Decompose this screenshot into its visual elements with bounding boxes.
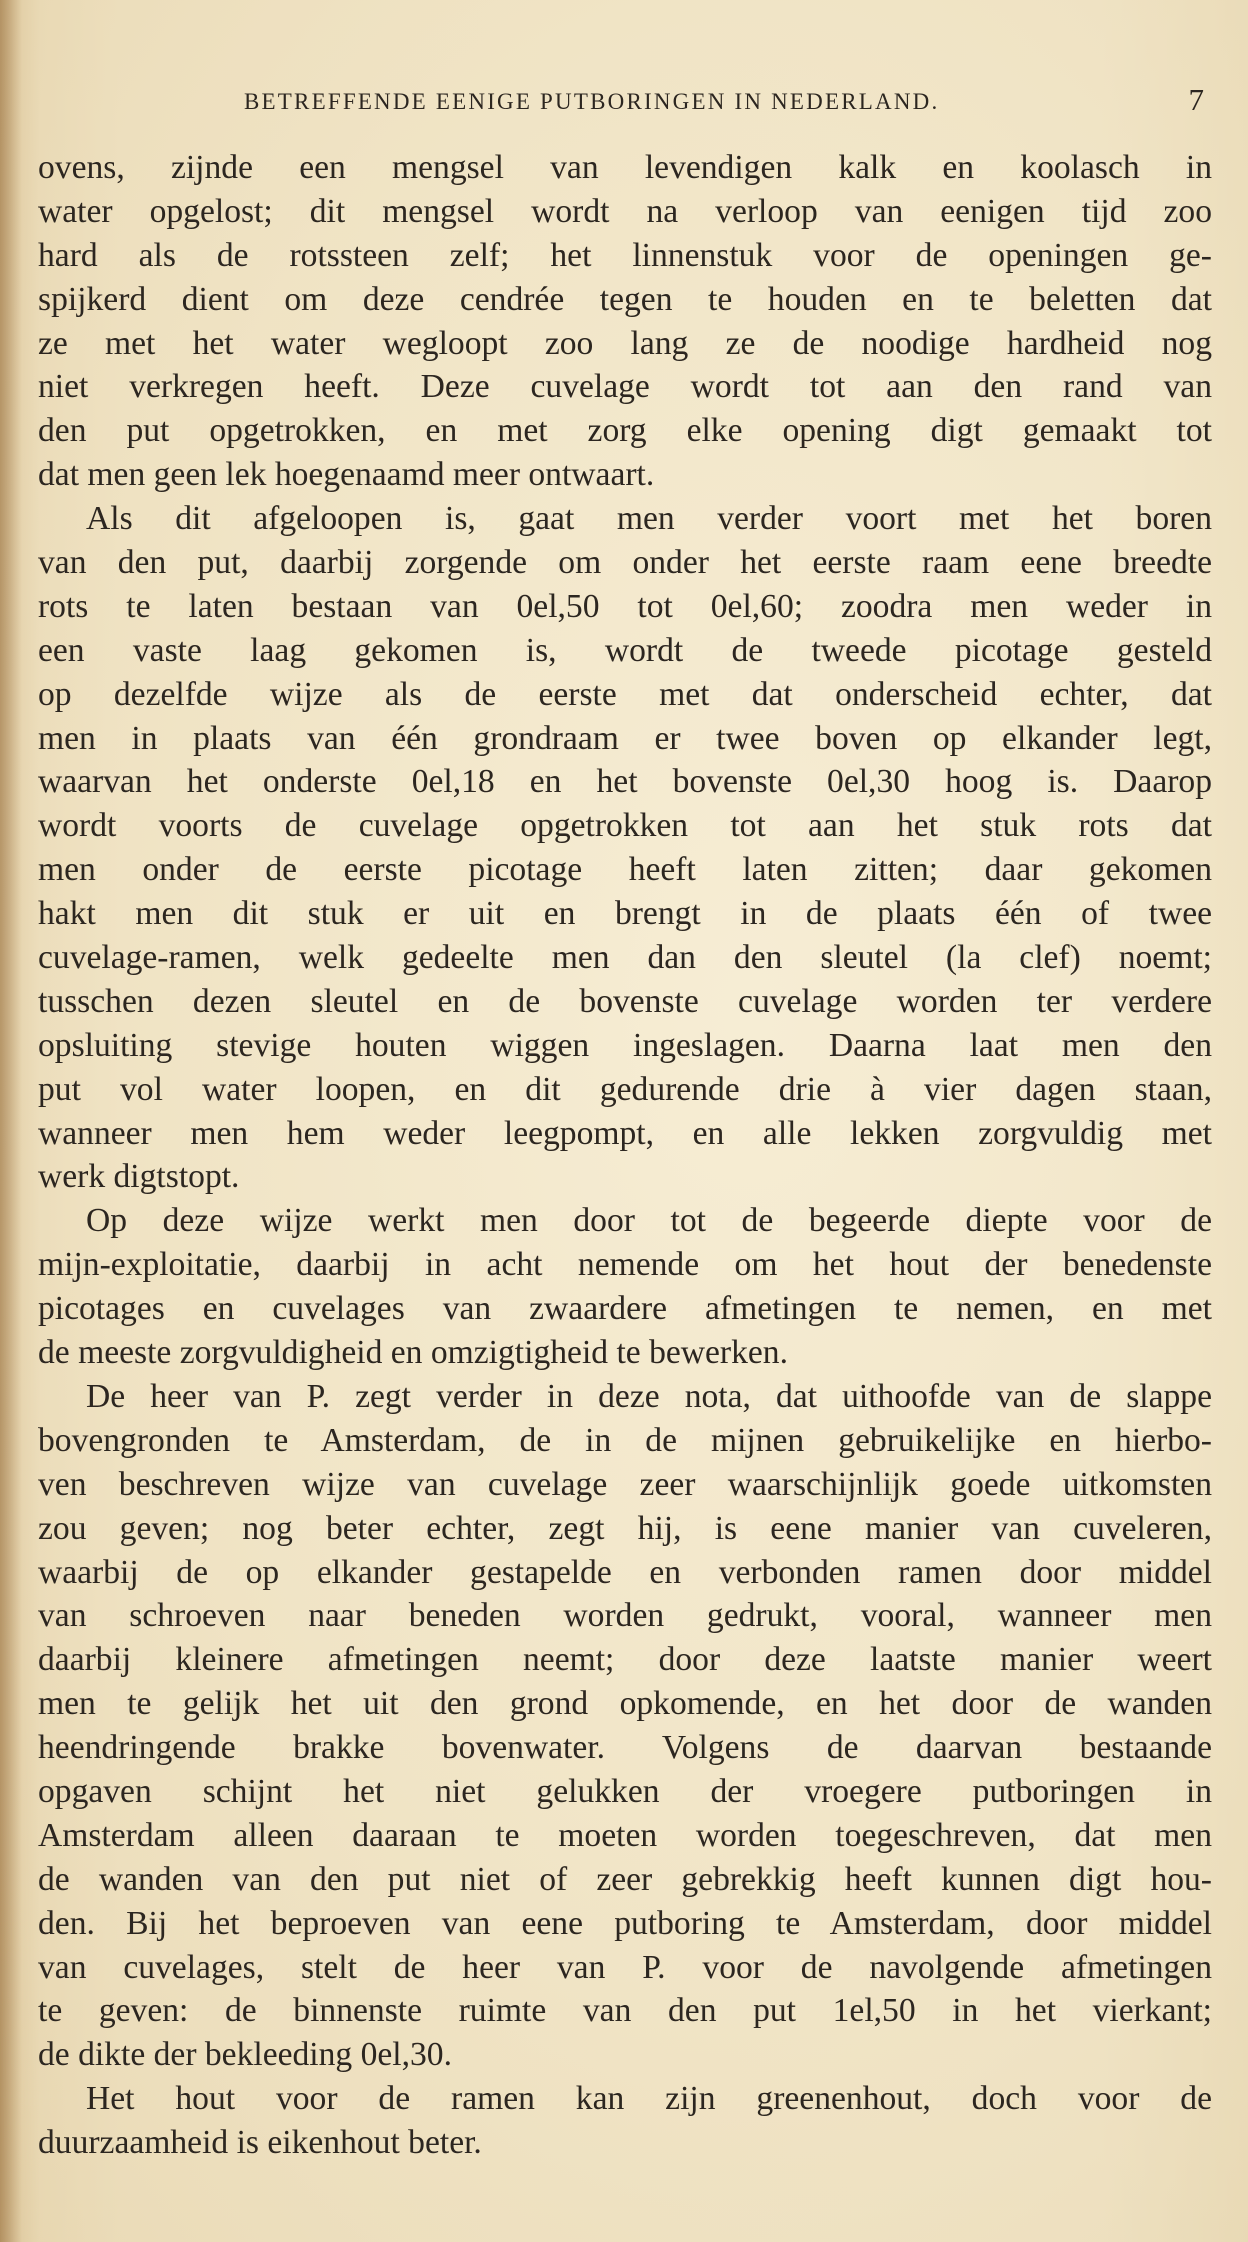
text-line: wanneer men hem weder leegpompt, en alle lekken zorgvuldig met xyxy=(38,1114,1212,1152)
text-line: rots te laten bestaan van 0el,50 tot 0el,60; zoodra men weder in xyxy=(38,587,1212,625)
text-line: den. Bij het beproeven van eene putboring te Amsterdam, door middel xyxy=(38,1904,1212,1942)
text-line: waarvan het onderste 0el,18 en het bovenste 0el,30 hoog is. Daarop xyxy=(38,763,1212,801)
text-line: cuvelage-ramen, welk gedeelte men dan den sleutel (la clef) noemt; xyxy=(38,939,1212,977)
text-line: mijn-exploitatie, daarbij in acht nemende om het hout der benedenste xyxy=(38,1246,1212,1284)
text-line: Op deze wijze werkt men door tot de begeerde diepte voor de xyxy=(86,1202,1212,1240)
text-line: de dikte der bekleeding 0el,30. xyxy=(38,2036,452,2074)
text-line: daarbij kleinere afmetingen neemt; door deze laatste manier weert xyxy=(38,1641,1212,1679)
page-header xyxy=(244,82,1204,122)
text-line: de meeste zorgvuldigheid en omzigtigheid te bewerken. xyxy=(38,1334,788,1372)
text-line: men onder de eerste picotage heeft laten zitten; daar gekomen xyxy=(38,851,1212,889)
text-line: hakt men dit stuk er uit en brengt in de plaats één of twee xyxy=(38,895,1212,933)
text-line: de wanden van den put niet of zeer gebrekkig heeft kunnen digt hou- xyxy=(38,1860,1212,1898)
text-line: bovengronden te Amsterdam, de in de mijnen gebruikelijke en hierbo- xyxy=(38,1421,1212,1459)
text-line: van cuvelages, stelt de heer van P. voor de navolgende afmetingen xyxy=(38,1948,1212,1986)
body-text xyxy=(38,146,1212,2165)
text-line: wordt voorts de cuvelage opgetrokken tot aan het stuk rots dat xyxy=(38,807,1212,845)
text-line: niet verkregen heeft. Deze cuvelage wordt tot aan den rand van xyxy=(38,368,1212,406)
text-line: men te gelijk het uit den grond opkomende, en het door de wanden xyxy=(38,1685,1212,1723)
text-line: op dezelfde wijze als de eerste met dat onderscheid echter, dat xyxy=(38,675,1212,713)
text-line: werk digtstopt. xyxy=(38,1158,240,1196)
text-line: een vaste laag gekomen is, wordt de tweede picotage gesteld xyxy=(38,631,1212,669)
text-line: ovens, zijnde een mengsel van levendigen kalk en koolasch in xyxy=(38,149,1212,186)
text-line: opgaven schijnt het niet gelukken der vroegere putboringen in xyxy=(38,1772,1212,1810)
text-line: den put opgetrokken, en met zorg elke opening digt gemaakt tot xyxy=(38,412,1212,450)
text-line: van schroeven naar beneden worden gedrukt, vooral, wanneer men xyxy=(38,1597,1212,1635)
text-line: Als dit afgeloopen is, gaat men verder voort met het boren xyxy=(86,500,1212,538)
text-line: ze met het water wegloopt zoo lang ze de noodige hardheid nog xyxy=(38,324,1212,362)
text-line: waarbij de op elkander gestapelde en verbonden ramen door middel xyxy=(38,1553,1212,1591)
text-line: heendringende brakke bovenwater. Volgens de daarvan bestaande xyxy=(38,1729,1212,1767)
page-number: 7 xyxy=(1188,82,1204,117)
text-line: Amsterdam alleen daaraan te moeten worden toegeschreven, dat men xyxy=(38,1816,1212,1854)
text-line: zou geven; nog beter echter, zegt hij, is eene manier van cuveleren, xyxy=(38,1509,1212,1547)
text-line: van den put, daarbij zorgende om onder het eerste raam eene breedte xyxy=(38,544,1212,582)
running-head: BETREFFENDE EENIGE PUTBORINGEN IN NEDERLAND. xyxy=(244,89,940,114)
text-line: De heer van P. zegt verder in deze nota, dat uithoofde van de slappe xyxy=(86,1377,1212,1415)
text-line: ven beschreven wijze van cuvelage zeer waarschijnlijk goede uitkomsten xyxy=(38,1465,1212,1503)
text-line: opsluiting stevige houten wiggen ingeslagen. Daarna laat men den xyxy=(38,1026,1212,1064)
text-line: tusschen dezen sleutel en de bovenste cuvelage worden ter verdere xyxy=(38,982,1212,1020)
text-line: te geven: de binnenste ruimte van den put 1el,50 in het vierkant; xyxy=(38,1992,1212,2030)
binding-shadow xyxy=(0,0,22,2242)
text-line: put vol water loopen, en dit gedurende drie à vier dagen staan, xyxy=(38,1070,1212,1108)
text-line: duurzaamheid is eikenhout beter. xyxy=(38,2124,482,2162)
text-line: spijkerd dient om deze cendrée tegen te houden en te beletten dat xyxy=(38,280,1212,318)
text-line: dat men geen lek hoegenaamd meer ontwaart. xyxy=(38,456,655,494)
text-line: men in plaats van één grondraam er twee boven op elkander legt, xyxy=(38,719,1212,757)
text-line: picotages en cuvelages van zwaardere afmetingen te nemen, en met xyxy=(38,1290,1212,1328)
text-line: Het hout voor de ramen kan zijn greenenhout, doch voor de xyxy=(86,2080,1212,2118)
text-line: water opgelost; dit mengsel wordt na verloop van eenigen tijd zoo xyxy=(38,192,1212,230)
text-line: hard als de rotssteen zelf; het linnenstuk voor de openingen ge- xyxy=(38,236,1212,274)
